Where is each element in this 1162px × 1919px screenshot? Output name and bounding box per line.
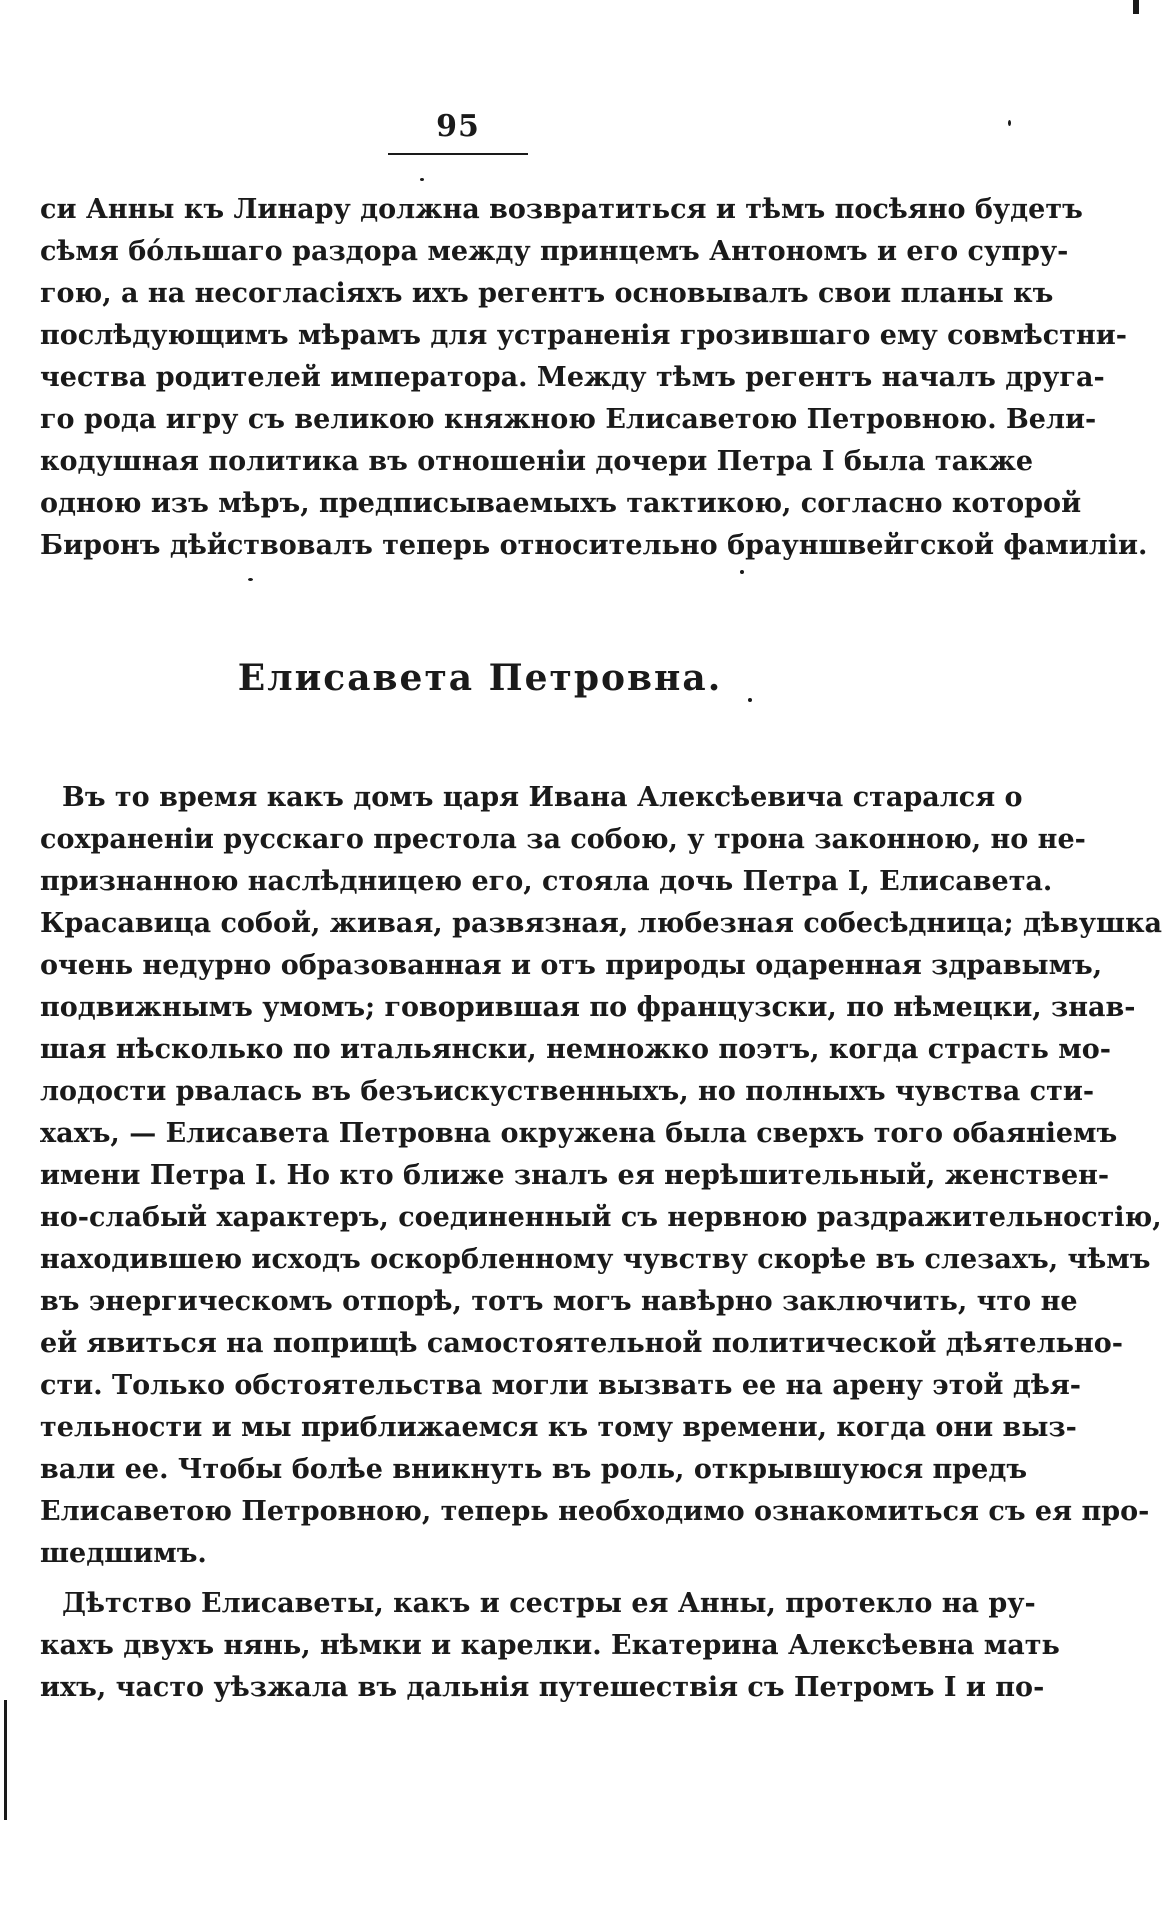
- text-line: Въ то время какъ домъ царя Ивана Алексѣевича старался о: [62, 782, 1023, 813]
- text-line: признанною наслѣдницею его, стояла дочь Петра I, Елисавета.: [40, 866, 1053, 897]
- page-number-rule: [388, 153, 528, 155]
- text-line: сѣмя бóльшаго раздора между принцемъ Антономъ и его супру-: [40, 236, 1069, 267]
- text-line: Биронъ дѣйствовалъ теперь относительно брауншвейгской фамиліи.: [40, 530, 1148, 561]
- text-line: очень недурно образованная и отъ природы одаренная здравымъ,: [40, 950, 1103, 981]
- scan-speck: [748, 698, 752, 702]
- scan-speck: [740, 570, 744, 574]
- text-line: хахъ, — Елисавета Петровна окружена была сверхъ того обаяніемъ: [40, 1118, 1118, 1149]
- text-line: находившею исходъ оскорбленному чувству скорѣе въ слезахъ, чѣмъ: [40, 1244, 1151, 1275]
- text-line: Елисаветою Петровною, теперь необходимо ознакомиться съ ея про-: [40, 1496, 1150, 1527]
- text-line: шая нѣсколько по итальянски, немножко поэтъ, когда страсть мо-: [40, 1034, 1111, 1065]
- text-line: гою, а на несогласіяхъ ихъ регентъ основывалъ свои планы къ: [40, 278, 1054, 309]
- text-line: Дѣтство Елисаветы, какъ и сестры ея Анны, протекло на ру-: [62, 1588, 1036, 1619]
- scan-speck: [420, 178, 424, 181]
- text-line: но-слабый характеръ, соединенный съ нервною раздражительностію,: [40, 1202, 1162, 1233]
- scan-margin-line: [4, 1700, 7, 1820]
- text-line: кахъ двухъ нянь, нѣмки и карелки. Екатерина Алексѣевна мать: [40, 1630, 1060, 1661]
- text-line: Красавица собой, живая, развязная, любезная собесѣдница; дѣвушка: [40, 908, 1162, 939]
- text-line: послѣдующимъ мѣрамъ для устраненія грозившаго ему совмѣстни-: [40, 320, 1127, 351]
- scan-speck: [1008, 120, 1011, 126]
- text-line: вали ее. Чтобы болѣе вникнуть въ роль, открывшуюся предъ: [40, 1454, 1028, 1485]
- text-line: ей явиться на поприщѣ самостоятельной политической дѣятельно-: [40, 1328, 1123, 1359]
- text-line: лодости рвалась въ безъискуственныхъ, но полныхъ чувства сти-: [40, 1076, 1095, 1107]
- text-line: сохраненіи русскаго престола за собою, у трона законною, но не-: [40, 824, 1086, 855]
- section-heading: Елисавета Петровна.: [237, 657, 723, 699]
- scan-speck: [248, 578, 253, 581]
- text-line: одною изъ мѣръ, предписываемыхъ тактикою, согласно которой: [40, 488, 1082, 519]
- text-line: шедшимъ.: [40, 1538, 207, 1569]
- text-line: имени Петра I. Но кто ближе зналъ ея нерѣшительный, женствен-: [40, 1160, 1110, 1191]
- text-line: въ энергическомъ отпорѣ, тотъ могъ навѣрно заключить, что не: [40, 1286, 1078, 1317]
- text-line: си Анны къ Линару должна возвратиться и тѣмъ посѣяно будетъ: [40, 194, 1083, 225]
- text-line: тельности и мы приближаемся къ тому времени, когда они выз-: [40, 1412, 1077, 1443]
- scan-edge-mark: [1133, 0, 1139, 14]
- text-line: чества родителей императора. Между тѣмъ регентъ началъ друга-: [40, 362, 1105, 393]
- text-line: подвижнымъ умомъ; говорившая по французски, по нѣмецки, знав-: [40, 992, 1136, 1023]
- text-line: ихъ, часто уѣзжала въ дальнія путешествія съ Петромъ I и по-: [40, 1672, 1045, 1703]
- page-number: 95: [436, 109, 480, 144]
- text-line: го рода игру съ великою княжною Елисаветою Петровною. Вели-: [40, 404, 1097, 435]
- text-line: кодушная политика въ отношеніи дочери Петра I была также: [40, 446, 1034, 477]
- text-line: сти. Только обстоятельства могли вызвать ее на арену этой дѣя-: [40, 1370, 1081, 1401]
